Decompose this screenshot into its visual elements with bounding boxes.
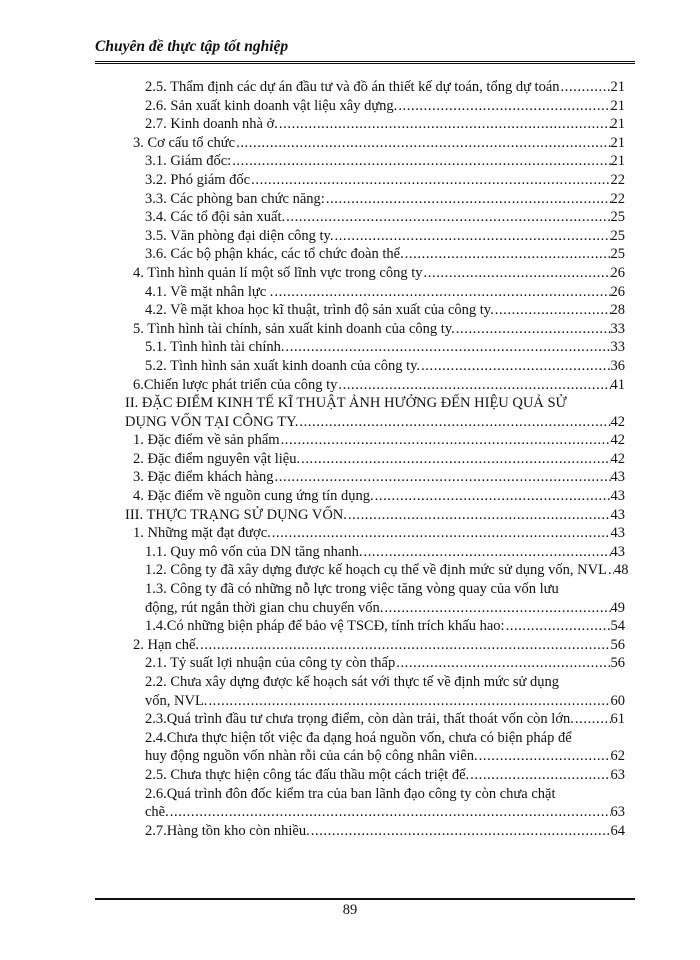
toc-entry-text-continued: động, rút ngắn thời gian chu chuyển vốn.	[145, 599, 384, 616]
toc-dot-leader	[561, 78, 611, 97]
toc-dot-leader	[279, 115, 611, 134]
toc-entry-text-continued: DỤNG VỐN TẠI CÔNG TY.	[125, 413, 299, 430]
toc-dot-leader	[334, 227, 610, 246]
toc-page-number: 63	[610, 804, 625, 821]
toc-entry	[125, 394, 625, 431]
toc-dot-leader	[338, 376, 610, 395]
toc-entry-text: 2.4.Chưa thực hiện tốt việc đa dạng hoá nguồn vốn, chưa có biện pháp để	[145, 729, 572, 746]
toc-entry	[125, 766, 625, 785]
toc-page-number: 43	[610, 469, 625, 486]
toc-entry	[125, 431, 625, 450]
toc-entry	[125, 338, 625, 357]
toc-page-number: 42	[610, 450, 625, 467]
toc-entry	[125, 506, 625, 525]
toc-entry	[125, 245, 625, 264]
toc-entry	[125, 171, 625, 190]
toc-dot-leader	[272, 524, 611, 543]
toc-entry	[125, 710, 625, 729]
toc-page-number: 60	[610, 692, 625, 709]
toc-page-number: 25	[610, 246, 625, 263]
toc-entry-text: 2.3.Quá trình đầu tư chưa trọng điểm, còn dàn trải, thất thoát vốn còn lớn.	[145, 711, 574, 728]
toc-page-number: 49	[610, 599, 625, 616]
toc-entry-text: 3.2. Phó giám đốc	[145, 171, 251, 188]
toc-entry-text: 3.1. Giám đốc:	[145, 153, 232, 170]
toc-page-number: 28	[610, 302, 625, 319]
toc-dot-leader	[275, 468, 611, 487]
toc-entry	[125, 617, 625, 636]
toc-dot-leader	[311, 822, 611, 841]
toc-entry-text: 5.2. Tình hình sản xuất kinh doanh của công ty.	[145, 357, 421, 374]
toc-dot-leader	[326, 190, 611, 209]
toc-dot-leader	[575, 710, 611, 729]
toc-page-number: 25	[610, 227, 625, 244]
toc-entry-text: 4.2. Về mặt khoa học kĩ thuật, trình độ sản xuất của công ty.	[145, 302, 494, 319]
toc-entry-text: 3.3. Các phòng ban chức năng:	[145, 190, 325, 207]
toc-entry	[125, 785, 625, 822]
toc-page-number: 26	[610, 283, 625, 300]
toc-entry	[125, 320, 625, 339]
toc-page-number: 54	[610, 618, 625, 635]
toc-entry	[125, 264, 625, 283]
toc-entry	[125, 115, 625, 134]
toc-entry	[125, 78, 625, 97]
toc-entry-text: 1.4.Có những biện pháp để bảo vệ TSCĐ, tính trích khấu hao:	[145, 618, 505, 635]
toc-entry-text: 2. Hạn chế.	[133, 636, 200, 653]
toc-page-number: 25	[610, 209, 625, 226]
toc-page-number: 43	[610, 525, 625, 542]
toc-entry-text: 1.2. Công ty đã xây dựng được kế hoạch cụ thể về định mức sử dụng vốn, NVL	[145, 562, 607, 579]
toc-entry	[125, 468, 625, 487]
toc-entry-text: 5. Tình hình tài chính, sản xuất kinh doanh của công ty.	[133, 320, 455, 337]
toc-page-number: 41	[610, 376, 625, 393]
toc-dot-leader	[208, 692, 610, 711]
toc-entry-text: 3. Cơ cấu tổ chức	[133, 134, 236, 151]
toc-entry-text: 1. Đặc điểm về sản phẩm	[133, 432, 280, 449]
toc-dot-leader	[363, 543, 610, 562]
toc-dot-leader	[251, 171, 610, 190]
toc-page-number: 33	[610, 339, 625, 356]
toc-dot-leader	[286, 338, 611, 357]
toc-page-number: 21	[610, 116, 625, 133]
toc-dot-leader	[236, 134, 610, 153]
toc-page-number: 43	[610, 506, 625, 523]
toc-entry	[125, 152, 625, 171]
toc-entry	[125, 561, 629, 580]
toc-dot-leader	[274, 283, 610, 302]
toc-entry	[125, 301, 625, 320]
toc-dot-leader	[348, 506, 611, 525]
toc-entry-text: 1.3. Công ty đã có những nỗ lực trong việc tăng vòng quay của vốn lưu	[145, 581, 559, 598]
toc-page-number: 21	[610, 153, 625, 170]
toc-dot-leader	[299, 413, 610, 432]
toc-entry-text: 2.5. Chưa thực hiện công tác đấu thầu một cách triệt để.	[145, 766, 470, 783]
toc-page-number: 43	[610, 543, 625, 560]
toc-entry-text: II. ĐẶC ĐIỂM KINH TẾ KĨ THUẬT ẢNH HƯỞNG ĐẾN HIỆU QUẢ SỬ	[125, 395, 567, 412]
toc-entry	[125, 580, 625, 617]
toc-page-number: 21	[610, 134, 625, 151]
toc-page-number: 56	[610, 636, 625, 653]
toc-page-number: 43	[610, 488, 625, 505]
toc-page-number: 33	[610, 320, 625, 337]
toc-page-number: 56	[610, 655, 625, 672]
toc-entry	[125, 134, 625, 153]
toc-entry	[125, 822, 625, 841]
toc-entry	[125, 283, 625, 302]
toc-entry-text: 2.5. Thẩm định các dự án đầu tư và đồ án thiết kế dự toán, tổng dự toán	[145, 79, 560, 95]
toc-entry-text: 2.7.Hàng tồn kho còn nhiều.	[145, 822, 310, 839]
toc-entry-text: 2.6.Quá trình đôn đốc kiểm tra của ban lãnh đạo công ty còn chưa chặt	[145, 785, 556, 802]
toc-entry	[125, 654, 625, 673]
toc-dot-leader	[286, 208, 610, 227]
toc-page-number: 22	[610, 190, 625, 207]
toc-entry-text: 3.4. Các tổ đội sản xuất.	[145, 209, 286, 226]
toc-entry-text: 4. Tình hình quản lí một số lĩnh vực trong công ty	[133, 264, 423, 281]
toc-entry	[125, 376, 625, 395]
toc-dot-leader	[301, 450, 610, 469]
toc-entry-text: 5.1. Tình hình tài chính.	[145, 339, 285, 356]
toc-dot-leader	[398, 97, 610, 116]
toc-dot-leader	[424, 264, 611, 283]
toc-entry	[125, 208, 625, 227]
toc-dot-leader	[384, 599, 610, 618]
toc-entry	[125, 487, 625, 506]
toc-entry	[125, 543, 625, 562]
toc-dot-leader	[405, 245, 611, 264]
toc-dot-leader	[375, 487, 611, 506]
toc-dot-leader	[170, 803, 611, 822]
toc-entry-text: 2.6. Sản xuất kinh doanh vật liệu xây dựng.	[145, 97, 398, 114]
toc-page-number: 64	[610, 822, 625, 839]
toc-entry-text: 3. Đặc điểm khách hàng	[133, 469, 274, 486]
toc-page-number: 22	[610, 171, 625, 188]
toc-entry-text: 6.Chiến lược phát triển của công ty	[133, 376, 338, 393]
toc-entry	[125, 636, 625, 655]
page-header-title: Chuyên đề thực tập tốt nghiệp	[95, 38, 289, 55]
toc-page-number: 62	[610, 748, 625, 765]
toc-entry-text: III. THỰC TRẠNG SỬ DỤNG VỐN.	[125, 506, 347, 523]
toc-entry-text: 1. Những mặt đạt được.	[133, 525, 271, 542]
toc-dot-leader	[200, 636, 610, 655]
header-divider	[95, 61, 635, 64]
toc-dot-leader	[479, 747, 611, 766]
toc-entry	[125, 190, 625, 209]
toc-dot-leader	[456, 320, 611, 339]
toc-entry	[125, 227, 625, 246]
toc-page-number: 42	[610, 432, 625, 449]
toc-page-number: 21	[610, 79, 625, 95]
toc-entry-text: 2.7. Kinh doanh nhà ở.	[145, 116, 278, 133]
page-number: 89	[342, 902, 358, 918]
toc-entry	[125, 357, 625, 376]
toc-dot-leader	[421, 357, 610, 376]
toc-entry	[125, 524, 625, 543]
toc-entry-text: 2. Đặc điểm nguyên vật liệu.	[133, 450, 301, 467]
toc-entry-text: 4. Đặc điểm về nguồn cung ứng tín dụng.	[133, 488, 374, 505]
toc-entry	[125, 450, 625, 469]
toc-dot-leader	[495, 301, 611, 320]
table-of-contents	[125, 78, 629, 840]
toc-page-number: 63	[610, 766, 625, 783]
toc-entry-text: 1.1. Quy mô vốn của DN tăng nhanh.	[145, 543, 363, 560]
toc-entry	[125, 673, 625, 710]
toc-entry-text-continued: chẽ.	[145, 804, 169, 821]
toc-dot-leader	[470, 766, 610, 785]
footer-divider	[95, 898, 635, 900]
toc-entry	[125, 97, 625, 116]
toc-dot-leader	[232, 152, 610, 171]
toc-entry-text: 2.1. Tỷ suất lợi nhuận của công ty còn thấp	[145, 655, 396, 672]
toc-entry-text: 4.1. Về mặt nhân lực .	[145, 283, 274, 300]
toc-entry-text-continued: huy động nguồn vốn nhàn rỗi của cán bộ công nhân viên.	[145, 748, 478, 765]
toc-entry-text: 2.2. Chưa xây dựng được kế hoạch sát với thực tế về định mức sử dụng	[145, 674, 560, 690]
toc-page-number: 48	[613, 562, 629, 579]
toc-page-number: 61	[610, 711, 625, 728]
toc-page-number: 36	[610, 357, 625, 374]
toc-dot-leader	[506, 617, 611, 636]
toc-entry-text-continued: vốn, NVL.	[145, 692, 208, 709]
toc-page-number: 21	[610, 97, 625, 114]
toc-entry-text: 3.6. Các bộ phận khác, các tổ chức đoàn thể.	[145, 246, 404, 263]
toc-page-number: 42	[610, 413, 625, 430]
toc-dot-leader	[396, 654, 610, 673]
toc-entry-text: 3.5. Văn phòng đại diện công ty.	[145, 227, 334, 244]
toc-page-number: 26	[610, 264, 625, 281]
toc-dot-leader	[281, 431, 611, 450]
toc-entry	[125, 729, 625, 766]
